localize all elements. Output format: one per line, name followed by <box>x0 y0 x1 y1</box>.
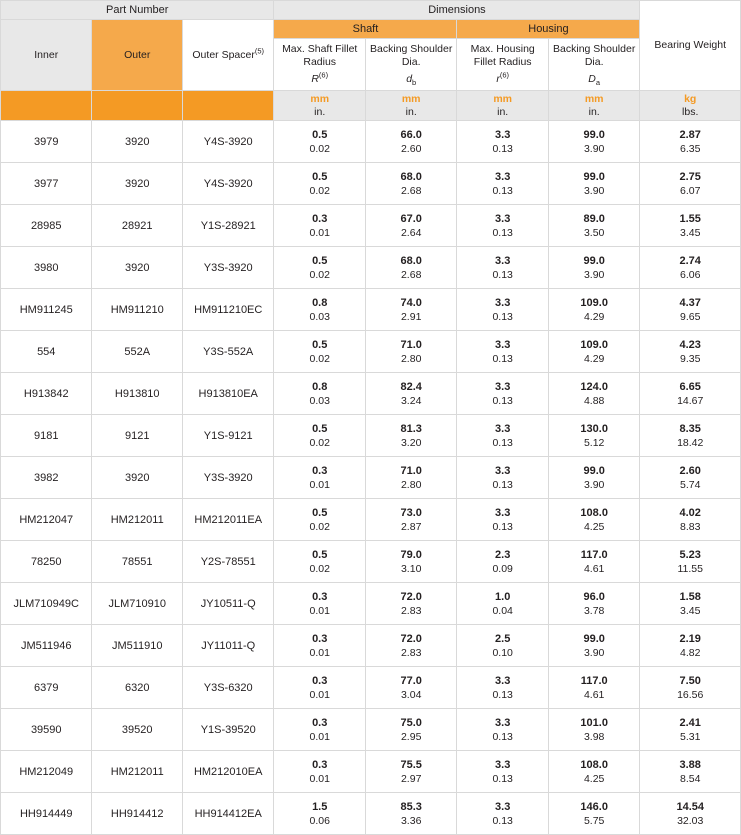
group-header-shaft: Shaft <box>274 20 457 39</box>
column-header-max-shaft-fillet-radius <box>274 39 365 91</box>
cell-max-housing-fillet-radius: 1.0 0.04 <box>457 583 548 625</box>
cell-outer-part-number: HM212011 <box>92 499 182 541</box>
table-header <box>1 1 741 121</box>
cell-outer-part-number: 3920 <box>92 163 182 205</box>
cell-bearing-weight: 1.58 3.45 <box>640 583 741 625</box>
cell-housing-backing-shoulder-dia: 99.0 3.90 <box>548 247 640 289</box>
cell-max-shaft-fillet-radius: 0.3 0.01 <box>274 205 365 247</box>
cell-max-housing-fillet-radius: 3.3 0.13 <box>457 709 548 751</box>
table-row <box>1 793 741 835</box>
table-row <box>1 247 741 289</box>
cell-outer-part-number: 3920 <box>92 247 182 289</box>
cell-max-housing-fillet-radius: 3.3 0.13 <box>457 415 548 457</box>
group-header-part-number: Part Number <box>1 1 274 20</box>
cell-housing-backing-shoulder-dia: 99.0 3.90 <box>548 121 640 163</box>
cell-bearing-weight: 2.87 6.35 <box>640 121 741 163</box>
cell-bearing-weight: 4.23 9.35 <box>640 331 741 373</box>
cell-max-shaft-fillet-radius: 0.5 0.02 <box>274 331 365 373</box>
group-header-dimensions: Dimensions <box>274 1 640 20</box>
cell-housing-backing-shoulder-dia: 96.0 3.78 <box>548 583 640 625</box>
symbol-housing-backing-shoulder-dia: $D_a$ <box>588 73 601 88</box>
group-header-housing: Housing <box>457 20 640 39</box>
column-header-shaft-backing-shoulder-dia <box>365 39 456 91</box>
symbol-shaft-backing-shoulder-dia: $d_b$ <box>406 73 417 88</box>
cell-inner-part-number: 28985 <box>1 205 92 247</box>
cell-inner-part-number: 9181 <box>1 415 92 457</box>
cell-max-housing-fillet-radius: 3.3 0.13 <box>457 289 548 331</box>
cell-inner-part-number: 3979 <box>1 121 92 163</box>
cell-housing-backing-shoulder-dia: 99.0 3.90 <box>548 457 640 499</box>
column-header-inner: Inner <box>1 20 92 91</box>
column-header-outer: Outer <box>92 20 182 91</box>
column-header-max-housing-fillet-radius-label: Max. Housing Fillet Radius <box>470 43 535 68</box>
cell-bearing-weight: 2.41 5.31 <box>640 709 741 751</box>
cell-outer-spacer-part-number: HM911210EC <box>182 289 274 331</box>
cell-housing-backing-shoulder-dia: 130.0 5.12 <box>548 415 640 457</box>
table-row <box>1 415 741 457</box>
cell-outer-part-number: 9121 <box>92 415 182 457</box>
cell-outer-spacer-part-number: Y3S-552A <box>182 331 274 373</box>
cell-shaft-backing-shoulder-dia: 85.3 3.36 <box>365 793 456 835</box>
column-header-outer-spacer-label: Outer Spacer <box>192 48 255 61</box>
cell-max-shaft-fillet-radius: 0.5 0.02 <box>274 121 365 163</box>
cell-bearing-weight: 4.02 8.83 <box>640 499 741 541</box>
cell-outer-spacer-part-number: Y3S-3920 <box>182 457 274 499</box>
cell-shaft-backing-shoulder-dia: 73.0 2.87 <box>365 499 456 541</box>
cell-max-shaft-fillet-radius: 0.3 0.01 <box>274 457 365 499</box>
symbol-housing-fillet-radius: $r^{(6)}$ <box>496 70 510 85</box>
cell-max-housing-fillet-radius: 2.3 0.09 <box>457 541 548 583</box>
cell-bearing-weight: 6.65 14.67 <box>640 373 741 415</box>
cell-housing-backing-shoulder-dia: 108.0 4.25 <box>548 751 640 793</box>
column-header-outer-spacer <box>182 20 274 91</box>
table-row <box>1 583 741 625</box>
footnote-marker-5: (5) <box>254 46 265 55</box>
cell-outer-part-number: JM511910 <box>92 625 182 667</box>
cell-bearing-weight: 2.75 6.07 <box>640 163 741 205</box>
cell-max-shaft-fillet-radius: 0.3 0.01 <box>274 751 365 793</box>
cell-outer-spacer-part-number: HH914412EA <box>182 793 274 835</box>
cell-outer-spacer-part-number: Y2S-78551 <box>182 541 274 583</box>
cell-outer-spacer-part-number: Y1S-28921 <box>182 205 274 247</box>
cell-inner-part-number: H913842 <box>1 373 92 415</box>
cell-shaft-backing-shoulder-dia: 72.0 2.83 <box>365 625 456 667</box>
table-row <box>1 499 741 541</box>
cell-shaft-backing-shoulder-dia: 77.0 3.04 <box>365 667 456 709</box>
units-shaft-fillet-radius: mm in. <box>274 91 365 121</box>
cell-max-shaft-fillet-radius: 0.5 0.02 <box>274 247 365 289</box>
cell-inner-part-number: HM212049 <box>1 751 92 793</box>
cell-inner-part-number: 3977 <box>1 163 92 205</box>
cell-max-shaft-fillet-radius: 0.8 0.03 <box>274 289 365 331</box>
cell-outer-spacer-part-number: HM212010EA <box>182 751 274 793</box>
cell-housing-backing-shoulder-dia: 117.0 4.61 <box>548 541 640 583</box>
cell-housing-backing-shoulder-dia: 146.0 5.75 <box>548 793 640 835</box>
cell-inner-part-number: JM511946 <box>1 625 92 667</box>
cell-shaft-backing-shoulder-dia: 75.5 2.97 <box>365 751 456 793</box>
cell-housing-backing-shoulder-dia: 99.0 3.90 <box>548 625 640 667</box>
cell-max-shaft-fillet-radius: 0.3 0.01 <box>274 583 365 625</box>
cell-bearing-weight: 5.23 11.55 <box>640 541 741 583</box>
table-row <box>1 331 741 373</box>
cell-outer-part-number: 28921 <box>92 205 182 247</box>
cell-inner-part-number: HM212047 <box>1 499 92 541</box>
cell-bearing-weight: 2.19 4.82 <box>640 625 741 667</box>
cell-outer-spacer-part-number: Y4S-3920 <box>182 121 274 163</box>
cell-outer-part-number: 552A <box>92 331 182 373</box>
cell-outer-part-number: 39520 <box>92 709 182 751</box>
cell-housing-backing-shoulder-dia: 108.0 4.25 <box>548 499 640 541</box>
cell-outer-spacer-part-number: JY11011-Q <box>182 625 274 667</box>
cell-inner-part-number: 554 <box>1 331 92 373</box>
cell-bearing-weight: 1.55 3.45 <box>640 205 741 247</box>
table-row <box>1 709 741 751</box>
table-row <box>1 667 741 709</box>
cell-outer-part-number: 78551 <box>92 541 182 583</box>
cell-inner-part-number: HH914449 <box>1 793 92 835</box>
cell-max-housing-fillet-radius: 3.3 0.13 <box>457 373 548 415</box>
cell-outer-spacer-part-number: Y1S-39520 <box>182 709 274 751</box>
table-row <box>1 121 741 163</box>
table-row <box>1 457 741 499</box>
cell-outer-spacer-part-number: JY10511-Q <box>182 583 274 625</box>
table-row <box>1 205 741 247</box>
table-row <box>1 163 741 205</box>
cell-shaft-backing-shoulder-dia: 72.0 2.83 <box>365 583 456 625</box>
cell-shaft-backing-shoulder-dia: 68.0 2.68 <box>365 163 456 205</box>
symbol-shaft-fillet-radius: $R^{(6)}$ <box>311 70 329 85</box>
cell-bearing-weight: 7.50 16.56 <box>640 667 741 709</box>
column-header-shaft-backing-shoulder-dia-label: Backing Shoulder Dia. <box>370 43 453 68</box>
cell-outer-spacer-part-number: Y1S-9121 <box>182 415 274 457</box>
cell-max-shaft-fillet-radius: 0.5 0.02 <box>274 499 365 541</box>
cell-inner-part-number: JLM710949C <box>1 583 92 625</box>
cell-inner-part-number: 3980 <box>1 247 92 289</box>
cell-bearing-weight: 14.54 32.03 <box>640 793 741 835</box>
cell-max-housing-fillet-radius: 3.3 0.13 <box>457 205 548 247</box>
cell-outer-part-number: 3920 <box>92 457 182 499</box>
cell-max-shaft-fillet-radius: 1.5 0.06 <box>274 793 365 835</box>
cell-shaft-backing-shoulder-dia: 81.3 3.20 <box>365 415 456 457</box>
cell-outer-part-number: 6320 <box>92 667 182 709</box>
cell-outer-part-number: HM212011 <box>92 751 182 793</box>
cell-shaft-backing-shoulder-dia: 71.0 2.80 <box>365 331 456 373</box>
units-bearing-weight: kg lbs. <box>640 91 741 121</box>
cell-max-housing-fillet-radius: 3.3 0.13 <box>457 499 548 541</box>
cell-max-shaft-fillet-radius: 0.8 0.03 <box>274 373 365 415</box>
cell-bearing-weight: 3.88 8.54 <box>640 751 741 793</box>
units-row <box>1 91 741 121</box>
cell-shaft-backing-shoulder-dia: 74.0 2.91 <box>365 289 456 331</box>
column-header-housing-backing-shoulder-dia-label: Backing Shoulder Dia. <box>553 43 636 68</box>
table-row <box>1 625 741 667</box>
cell-max-housing-fillet-radius: 3.3 0.13 <box>457 247 548 289</box>
units-housing-backing-shoulder-dia: mm in. <box>548 91 640 121</box>
cell-outer-spacer-part-number: Y3S-3920 <box>182 247 274 289</box>
cell-outer-part-number: HM911210 <box>92 289 182 331</box>
cell-bearing-weight: 4.37 9.65 <box>640 289 741 331</box>
cell-housing-backing-shoulder-dia: 101.0 3.98 <box>548 709 640 751</box>
table-row <box>1 373 741 415</box>
cell-max-shaft-fillet-radius: 0.5 0.02 <box>274 163 365 205</box>
cell-max-shaft-fillet-radius: 0.5 0.02 <box>274 415 365 457</box>
cell-outer-part-number: H913810 <box>92 373 182 415</box>
units-outer <box>92 91 182 121</box>
cell-housing-backing-shoulder-dia: 99.0 3.90 <box>548 163 640 205</box>
cell-max-housing-fillet-radius: 3.3 0.13 <box>457 793 548 835</box>
cell-shaft-backing-shoulder-dia: 75.0 2.95 <box>365 709 456 751</box>
cell-max-housing-fillet-radius: 3.3 0.13 <box>457 331 548 373</box>
cell-inner-part-number: 6379 <box>1 667 92 709</box>
cell-bearing-weight: 2.60 5.74 <box>640 457 741 499</box>
cell-max-housing-fillet-radius: 3.3 0.13 <box>457 121 548 163</box>
cell-housing-backing-shoulder-dia: 89.0 3.50 <box>548 205 640 247</box>
cell-inner-part-number: 3982 <box>1 457 92 499</box>
cell-max-housing-fillet-radius: 3.3 0.13 <box>457 751 548 793</box>
cell-shaft-backing-shoulder-dia: 67.0 2.64 <box>365 205 456 247</box>
cell-inner-part-number: 78250 <box>1 541 92 583</box>
cell-max-housing-fillet-radius: 3.3 0.13 <box>457 457 548 499</box>
column-header-housing-backing-shoulder-dia <box>548 39 640 91</box>
units-housing-fillet-radius: mm in. <box>457 91 548 121</box>
cell-max-shaft-fillet-radius: 0.5 0.02 <box>274 541 365 583</box>
column-header-bearing-weight: Bearing Weight <box>640 1 741 91</box>
cell-housing-backing-shoulder-dia: 124.0 4.88 <box>548 373 640 415</box>
cell-max-shaft-fillet-radius: 0.3 0.01 <box>274 625 365 667</box>
table-row <box>1 751 741 793</box>
cell-outer-part-number: HH914412 <box>92 793 182 835</box>
cell-shaft-backing-shoulder-dia: 68.0 2.68 <box>365 247 456 289</box>
column-header-max-housing-fillet-radius <box>457 39 548 91</box>
table-row <box>1 289 741 331</box>
cell-outer-spacer-part-number: H913810EA <box>182 373 274 415</box>
cell-inner-part-number: HM911245 <box>1 289 92 331</box>
cell-inner-part-number: 39590 <box>1 709 92 751</box>
cell-max-housing-fillet-radius: 2.5 0.10 <box>457 625 548 667</box>
units-outer-spacer <box>182 91 274 121</box>
cell-outer-spacer-part-number: HM212011EA <box>182 499 274 541</box>
cell-bearing-weight: 8.35 18.42 <box>640 415 741 457</box>
cell-outer-spacer-part-number: Y4S-3920 <box>182 163 274 205</box>
cell-shaft-backing-shoulder-dia: 79.0 3.10 <box>365 541 456 583</box>
cell-housing-backing-shoulder-dia: 117.0 4.61 <box>548 667 640 709</box>
cell-bearing-weight: 2.74 6.06 <box>640 247 741 289</box>
units-inner <box>1 91 92 121</box>
table-body <box>1 121 741 835</box>
table-row <box>1 541 741 583</box>
cell-max-housing-fillet-radius: 3.3 0.13 <box>457 163 548 205</box>
cell-housing-backing-shoulder-dia: 109.0 4.29 <box>548 331 640 373</box>
units-shaft-backing-shoulder-dia: mm in. <box>365 91 456 121</box>
cell-outer-spacer-part-number: Y3S-6320 <box>182 667 274 709</box>
cell-housing-backing-shoulder-dia: 109.0 4.29 <box>548 289 640 331</box>
cell-max-housing-fillet-radius: 3.3 0.13 <box>457 667 548 709</box>
cell-outer-part-number: JLM710910 <box>92 583 182 625</box>
cell-shaft-backing-shoulder-dia: 71.0 2.80 <box>365 457 456 499</box>
cell-max-shaft-fillet-radius: 0.3 0.01 <box>274 709 365 751</box>
cell-max-shaft-fillet-radius: 0.3 0.01 <box>274 667 365 709</box>
column-header-max-shaft-fillet-radius-label: Max. Shaft Fillet Radius <box>282 43 358 68</box>
cell-outer-part-number: 3920 <box>92 121 182 163</box>
cell-shaft-backing-shoulder-dia: 82.4 3.24 <box>365 373 456 415</box>
cell-shaft-backing-shoulder-dia: 66.0 2.60 <box>365 121 456 163</box>
